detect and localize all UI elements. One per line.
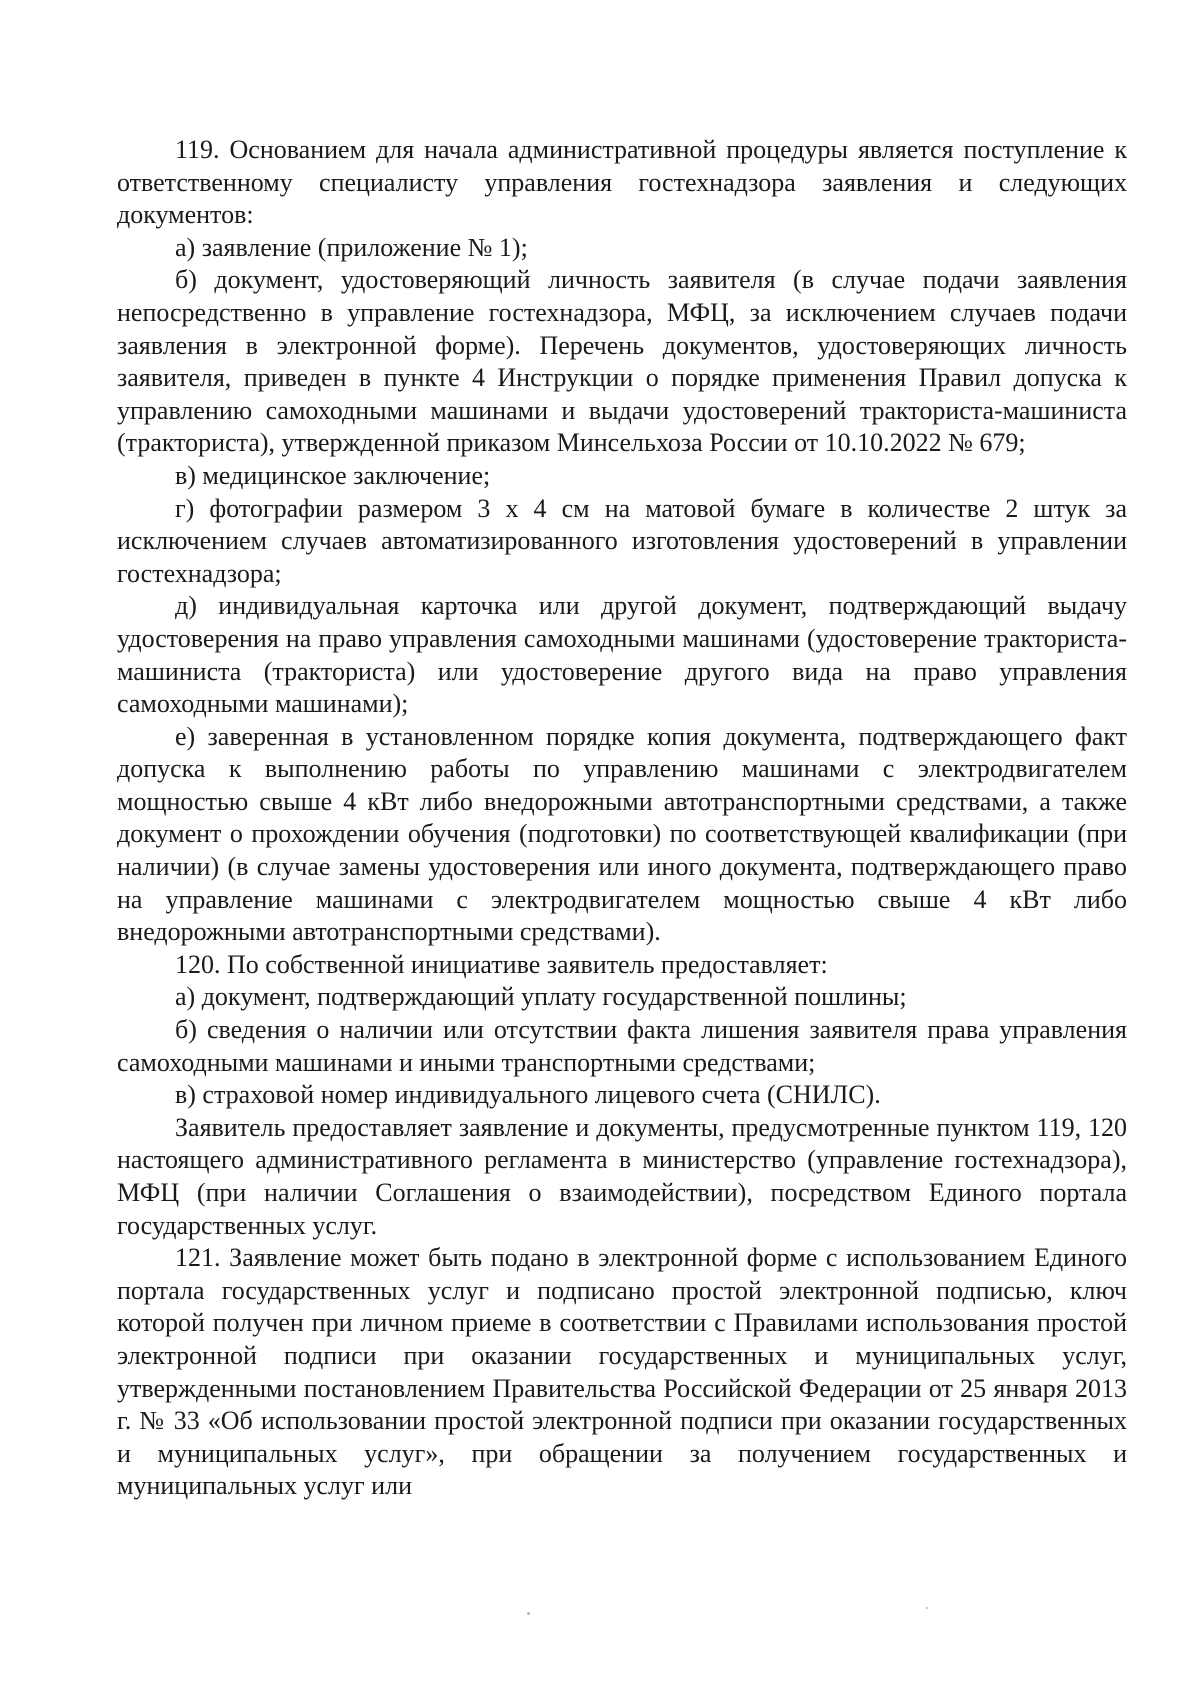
paragraph-applicant-submission: Заявитель предоставляет заявление и документы, предусмотренные пунктом 119, 120 настоящего административного регламента в министерство (управление гостехнадзора), МФЦ (при наличии Соглашения о взаимодействии), посредством Единого портала государственных услуг. bbox=[117, 1112, 1127, 1240]
item-119-b: б) документ, удостоверяющий личность заявителя (в случае подачи заявления непосредственно в управление гостехнадзора, МФЦ, за исключением случаев подачи заявления в электронной форме). Перечень документов, удостоверяющих личность заявителя, приведен в пункте 4 Инструкции о порядке применения Правил допуска к управлению самоходными машинами и выдачи удостоверений тракториста-машиниста (тракториста), утвержденной приказом Минсельхоза России от 10.10.2022 № 679; bbox=[117, 265, 1127, 458]
document-body bbox=[117, 134, 1127, 1503]
scan-speck bbox=[926, 1607, 928, 1609]
item-119-e: е) заверенная в установленном порядке копия документа, подтверждающего факт допуска к выполнению работы по управлению машинами с электродвигателем мощностью свыше 4 кВт либо внедорожными автотранспортными средствами, а также документ о прохождении обучения (подготовки) по соответствующей квалификации (при наличии) (в случае замены удостоверения или иного документа, подтверждающего право на управление машинами с электродвигателем мощностью свыше 4 кВт либо внедорожными автотранспортными средствами). bbox=[117, 721, 1127, 947]
item-119-a: а) заявление (приложение № 1); bbox=[175, 232, 528, 262]
paragraph-120: 120. По собственной инициативе заявитель предоставляет: bbox=[175, 949, 828, 979]
item-120-a: а) документ, подтверждающий уплату государственной пошлины; bbox=[175, 982, 907, 1012]
item-119-v: в) медицинское заключение; bbox=[175, 460, 491, 490]
paragraph-119: 119. Основанием для начала административной процедуры является поступление к ответственному специалисту управления гостехнадзора заявления и следующих документов: bbox=[117, 135, 1127, 230]
item-120-v: в) страховой номер индивидуального лицевого счета (СНИЛС). bbox=[175, 1080, 881, 1110]
scan-speck bbox=[527, 1612, 530, 1615]
item-119-d: д) индивидуальная карточка или другой документ, подтверждающий выдачу удостоверения на право управления самоходными машинами (удостоверение тракториста-машиниста (тракториста) или удостоверение другого вида на право управления самоходными машинами); bbox=[117, 591, 1127, 719]
paragraph-121: 121. Заявление может быть подано в электронной форме с использованием Единого портала государственных услуг и подписано простой электронной подписью, ключ которой получен при личном приеме в соответствии с Правилами использования простой электронной подписи при оказании государственных и муниципальных услуг, утвержденными постановлением Правительства Российской Федерации от 25 января 2013 г. № 33 «Об использовании простой электронной подписи при оказании государственных и муниципальных услуг», при обращении за получением государственных и муниципальных услуг или bbox=[117, 1243, 1127, 1501]
item-120-b: б) сведения о наличии или отсутствии факта лишения заявителя права управления самоходными машинами и иными транспортными средствами; bbox=[117, 1015, 1127, 1077]
item-119-g: г) фотографии размером 3 х 4 см на матовой бумаге в количестве 2 штук за исключением случаев автоматизированного изготовления удостоверений в управлении гостехнадзора; bbox=[117, 493, 1127, 588]
